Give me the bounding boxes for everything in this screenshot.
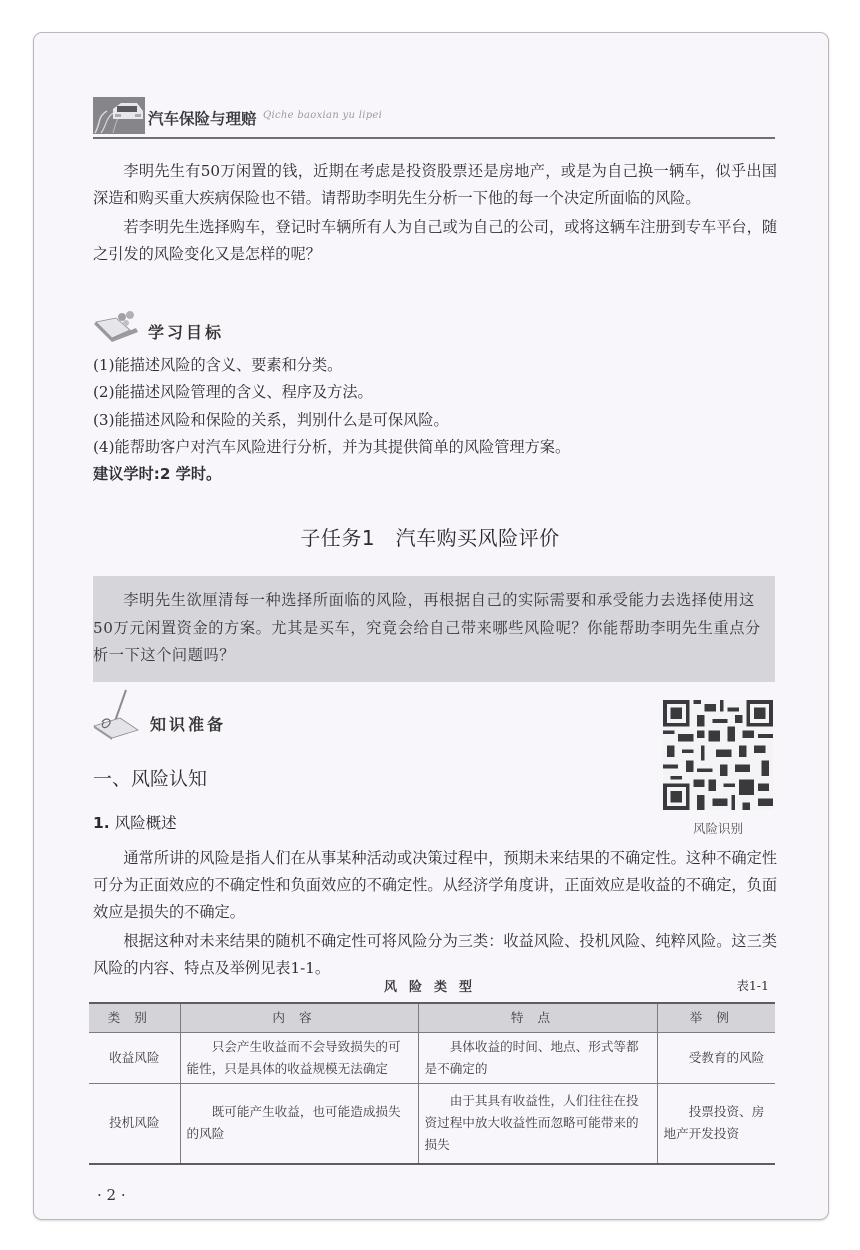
subtask-title: 子任务1 汽车购买风险评价 <box>300 526 560 550</box>
table-number: 表1-1 <box>736 978 769 993</box>
suggested-hours: 建议学时:2 学时。 <box>93 465 222 484</box>
qr-label: 风险识别 <box>692 821 743 836</box>
objectives-heading: 学习目标 <box>148 323 225 342</box>
column-header: 举例 <box>657 1003 775 1033</box>
intro-paragraph: 李明先生有50万闲置的钱，近期在考虑是投资股票还是房地产，或是为自己换一辆车，似乎出国深造和购买重大疾病保险也不错。请帮助李明先生分析一下他的每一个决定所面临的风险。 <box>93 162 777 208</box>
subsection-title <box>93 811 177 833</box>
scenario-box <box>93 576 775 682</box>
overview-text <box>93 845 777 982</box>
body-paragraph: 根据这种对未来结果的随机不确定性可将风险分为三类：收益风险、投机风险、纯粹风险。这三类风险的内容、特点及举例见表1-1。 <box>93 931 777 977</box>
section-title: 一、风险认知 <box>93 768 208 790</box>
cell-example: 受教育的风险 <box>657 1033 775 1084</box>
table-row <box>89 1033 775 1084</box>
scenario-text: 李明先生欲厘清每一种选择所面临的风险，再根据自己的实际需要和承受能力去选择使用这50万元闲置资金的方案。尤其是买车，究竟会给自己带来哪些风险呢？你能帮助李明先生重点分析一下这个问题吗？ <box>93 591 761 665</box>
car-road-icon <box>93 97 145 134</box>
intro-case <box>93 158 777 269</box>
cell-category: 收益风险 <box>89 1033 180 1084</box>
table-title: 风险类型 <box>383 980 484 995</box>
intro-paragraph: 若李明先生选择购车，登记时车辆所有人为自己或为自己的公司，或将这辆车注册到专车平台，随之引发的风险变化又是怎样的呢？ <box>93 217 777 264</box>
book-title-pinyin: Qiche baoxian yu lipei <box>263 110 383 121</box>
objective-item: (4)能帮助客户对汽车风险进行分析，并为其提供简单的风险管理方案。 <box>93 437 571 456</box>
qr-code[interactable] <box>663 700 773 810</box>
column-header: 特点 <box>418 1003 657 1033</box>
cell-content: 既可能产生收益，也可能造成损失的风险 <box>180 1084 418 1164</box>
header-divider <box>93 137 775 139</box>
cell-feature: 由于其具有收益性，人们往往在投资过程中放大收益性而忽略可能带来的损失 <box>418 1084 657 1164</box>
table-caption <box>93 976 775 996</box>
cell-category: 投机风险 <box>89 1084 180 1164</box>
open-book-flowers-icon <box>90 310 142 346</box>
page-number: · 2 · <box>97 1186 126 1204</box>
subsection-label: 风险概述 <box>114 814 177 832</box>
cell-feature: 具体收益的时间、地点、形式等都是不确定的 <box>418 1033 657 1084</box>
risk-types-table <box>89 1002 775 1165</box>
knowledge-heading: 知识准备 <box>150 715 227 734</box>
objective-item: (3)能描述风险和保险的关系，判别什么是可保风险。 <box>93 410 449 429</box>
objectives-list <box>93 352 777 488</box>
book-title: 汽车保险与理赔 <box>148 110 257 128</box>
subsection-number: 1. <box>93 814 110 832</box>
column-header: 类别 <box>89 1003 180 1033</box>
column-header: 内容 <box>180 1003 418 1033</box>
cell-content: 只会产生收益而不会导致损失的可能性，只是具体的收益规模无法确定 <box>180 1033 418 1084</box>
table-header-row <box>89 1003 775 1033</box>
body-paragraph: 通常所讲的风险是指人们在从事某种活动或决策过程中，预期未来结果的不确定性。这种不确定性可分为正面效应的不确定性和负面效应的不确定性。从经济学角度讲，正面效应是收益的不确定，负面效应是损失的不确定。 <box>93 849 777 922</box>
objective-item: (2)能描述风险管理的含义、程序及方法。 <box>93 383 373 402</box>
cell-example: 投票投资、房地产开发投资 <box>657 1084 775 1164</box>
objective-item: (1)能描述风险的含义、要素和分类。 <box>93 356 343 374</box>
pen-book-icon <box>92 688 148 740</box>
table-row <box>89 1084 775 1164</box>
